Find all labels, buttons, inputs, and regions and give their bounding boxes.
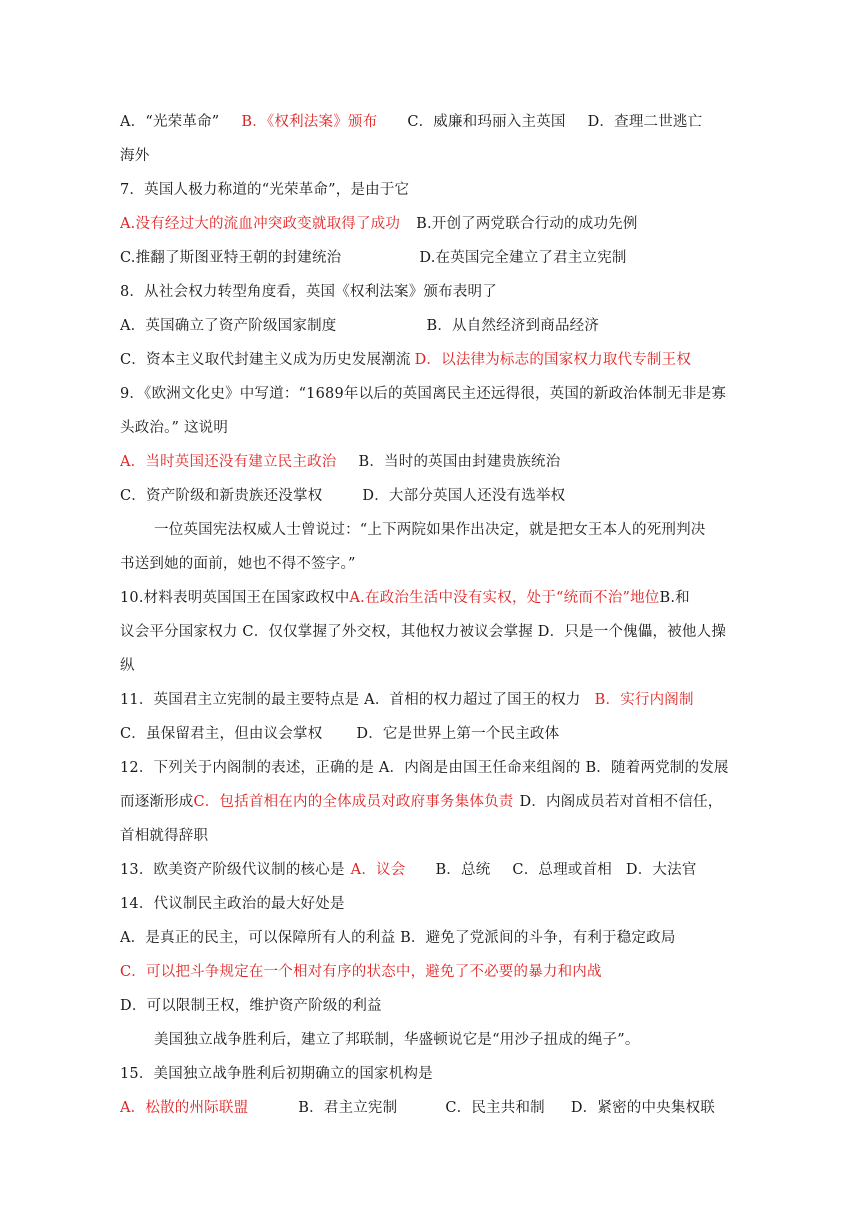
- question-9: [120, 377, 760, 411]
- option-b: B．君主立宪制: [298, 1100, 398, 1116]
- text-run: 美国独立战争胜利后，建立了邦联制，华盛顿说它是“用沙子扭成的绳子”。: [154, 1032, 640, 1048]
- text-run: 议会平分国家权力 C．仅仅掌握了外交权，其他权力被议会掌握 D．只是一个傀儡，被他人操: [120, 624, 727, 640]
- question-10-continued: [120, 615, 760, 649]
- question-text: 8．从社会权力转型角度看，英国《权利法案》颁布表明了: [120, 284, 497, 300]
- question-9-continued: [120, 411, 760, 445]
- option-d: D.在英国完全建立了君主立宪制: [419, 250, 627, 266]
- q14-option-d: [120, 989, 760, 1023]
- answer-option-a: A．当时英国还没有建立民主政治: [120, 454, 337, 470]
- question-14: [120, 887, 760, 921]
- q15-options: [120, 1091, 760, 1125]
- question-text: 头政治。” 这说明: [120, 420, 229, 436]
- answer-option-a: A.没有经过大的流血冲突政变就取得了成功: [120, 216, 401, 232]
- option-c: C．威廉和玛丽入主英国: [407, 114, 566, 130]
- answer-option-c: C．包括首相在内的全体成员对政府事务集体负责: [193, 794, 514, 810]
- q7-options-ab: [120, 207, 760, 241]
- option-c: C．虽保留君主，但由议会掌权: [120, 726, 323, 742]
- question-10-continued-2: [120, 649, 760, 683]
- option-d: D．内阁成员若对首相不信任，: [519, 794, 723, 810]
- q9-options-ab: [120, 445, 760, 479]
- text-run: 书送到她的面前，她也不得不签字。”: [120, 556, 356, 572]
- option-c: C．总理或首相: [512, 862, 612, 878]
- option-c: C.推翻了斯图亚特王朝的封建统治: [120, 250, 342, 266]
- text-run: 一位英国宪法权威人士曾说过：“上下两院如果作出决定，就是把女王本人的死刑判决: [154, 522, 706, 538]
- question-11: [120, 683, 760, 717]
- question-text: 7．英国人极力称道的“光荣革命”，是由于它: [120, 182, 410, 198]
- q6-options-line: [120, 105, 760, 139]
- option-c: C．民主共和制: [445, 1100, 545, 1116]
- question-13: [120, 853, 760, 887]
- text-run: 纵: [120, 658, 135, 674]
- text-run: D．可以限制王权，维护资产阶级的利益: [120, 998, 382, 1014]
- option-b: B.和: [659, 590, 690, 606]
- q8-options-ab: [120, 309, 760, 343]
- question-text: 11．英国君主立宪制的最主要特点是 A．首相的权力超过了国王的权力: [120, 692, 581, 708]
- material-paragraph: [120, 513, 760, 547]
- question-8: [120, 275, 760, 309]
- question-10: [120, 581, 760, 615]
- question-12-continued: [120, 785, 760, 819]
- option-b: B.开创了两党联合行动的成功先例: [416, 216, 638, 232]
- question-text: 15．美国独立战争胜利后初期确立的国家机构是: [120, 1066, 433, 1082]
- option-d: D．它是世界上第一个民主政体: [356, 726, 560, 742]
- text-run: A．是真正的民主，可以保障所有人的利益 B．避免了党派间的斗争，有利于稳定政局: [120, 930, 676, 946]
- q6-options-continued: [120, 139, 760, 173]
- q14-answer-option-c: [120, 955, 760, 989]
- question-7: [120, 173, 760, 207]
- question-12: [120, 751, 760, 785]
- option-b: B．从自然经济到商品经济: [426, 318, 600, 334]
- q14-options-ab: [120, 921, 760, 955]
- option-a: A．英国确立了资产阶级国家制度: [120, 318, 337, 334]
- answer-option-d: D．以法律为标志的国家权力取代专制王权: [414, 352, 692, 368]
- material-paragraph-continued: [120, 547, 760, 581]
- question-15: [120, 1057, 760, 1091]
- material-paragraph-2: [120, 1023, 760, 1057]
- question-text: 10.材料表明英国国王在国家政权中: [120, 590, 350, 606]
- option-c: C．资本主义取代封建主义成为历史发展潮流: [120, 352, 411, 368]
- question-12-continued-2: [120, 819, 760, 853]
- option-d: D．查理二世逃亡: [587, 114, 703, 130]
- option-d: D．大部分英国人还没有选举权: [362, 488, 566, 504]
- text-run: 首相就得辞职: [120, 828, 209, 844]
- q8-options-cd: [120, 343, 760, 377]
- answer-option-b: B．《权利法案》颁布: [241, 114, 378, 130]
- answer-option-a: A.在政治生活中没有实权，处于“统而不治”地位: [349, 590, 660, 606]
- option-b: B．总统: [435, 862, 491, 878]
- question-text: 13．欧美资产阶级代议制的核心是: [120, 862, 345, 878]
- option-c: C．资产阶级和新贵族还没掌权: [120, 488, 323, 504]
- question-text: 12．下列关于内阁制的表述，正确的是 A．内阁是由国王任命来组阁的 B．随着两党制的发展: [120, 760, 729, 776]
- option-d: D．紧密的中央集权联: [570, 1100, 715, 1116]
- option-b: B．当时的英国由封建贵族统治: [358, 454, 561, 470]
- q7-options-cd: [120, 241, 760, 275]
- q9-options-cd: [120, 479, 760, 513]
- document-page: [120, 105, 760, 1125]
- answer-option-a: A．议会: [350, 862, 406, 878]
- answer-text: C．可以把斗争规定在一个相对有序的状态中，避免了不必要的暴力和内战: [120, 964, 602, 980]
- q11-options-cd: [120, 717, 760, 751]
- answer-option-a: A．松散的州际联盟: [120, 1100, 249, 1116]
- question-text: 9．《欧洲文化史》中写道：“1689年以后的英国离民主还远得很，英国的新政治体制无非是寡: [120, 386, 727, 402]
- option-d: D．大法官: [625, 862, 697, 878]
- question-text: 14．代议制民主政治的最大好处是: [120, 896, 345, 912]
- option-a: A．“光荣革命”: [120, 114, 220, 130]
- text-run: 而逐渐形成: [120, 794, 194, 810]
- text-run: 海外: [120, 148, 150, 164]
- answer-option-b: B．实行内阁制: [594, 692, 694, 708]
